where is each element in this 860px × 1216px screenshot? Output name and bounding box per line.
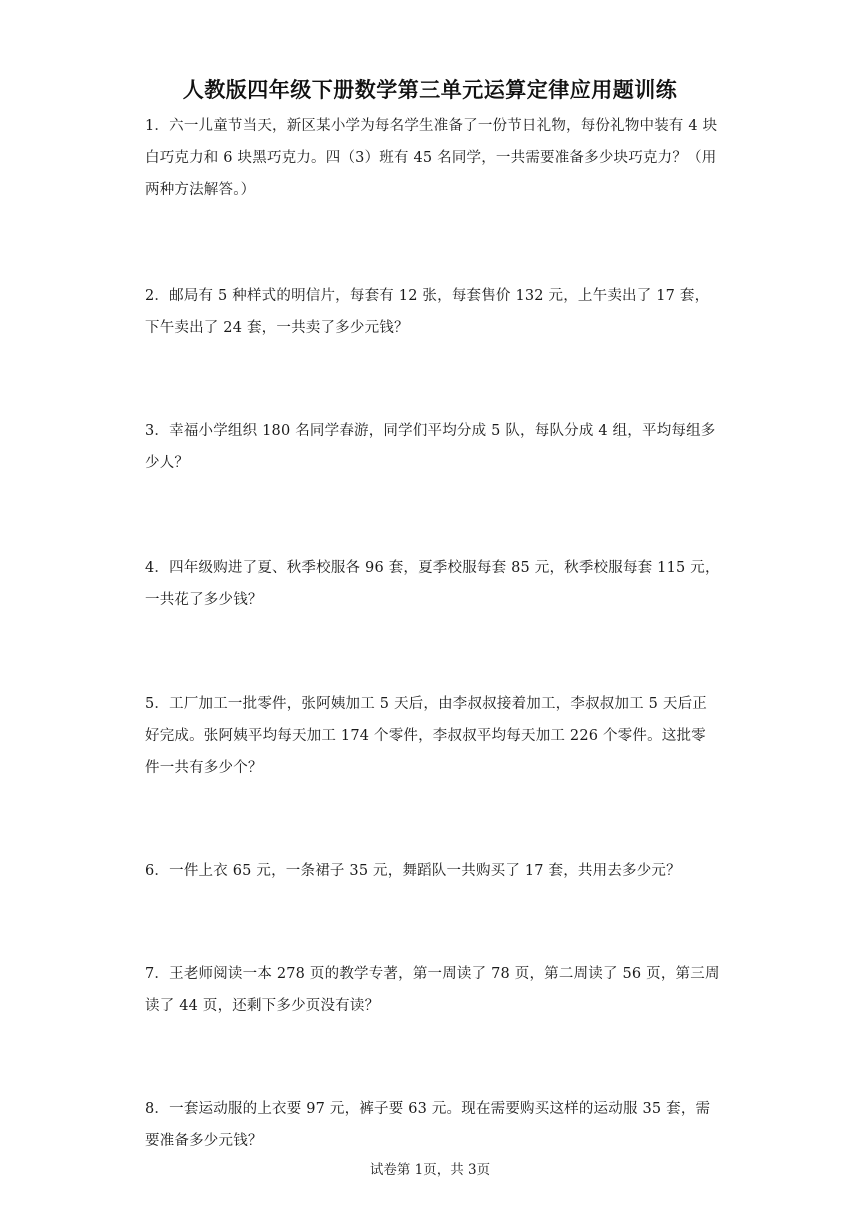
page-footer: 试卷第 1页，共 3页 [369, 1162, 491, 1178]
page-title: 人教版四年级下册数学第三单元运算定律应用题训练 [182, 78, 678, 102]
question-1: 1．六一儿童节当天，新区某小学为每名学生准备了一份节日礼物，每份礼物中装有 4 块白巧克力和 6 块黑巧克力。四（3）班有 45 名同学，一共需要准备多少块巧克力？（用两种方法解答。） [145, 118, 718, 198]
question-4: 4．四年级购进了夏、秋季校服各 96 套，夏季校服每套 85 元，秋季校服每套 115 元，一共花了多少钱？ [145, 560, 720, 608]
question-2: 2．邮局有 5 种样式的明信片，每套有 12 张，每套售价 132 元，上午卖出了 17 套，下午卖出了 24 套，一共卖了多少元钱？ [145, 288, 710, 336]
question-7: 7．王老师阅读一本 278 页的教学专著，第一周读了 78 页，第二周读了 56 页，第三周读了 44 页，还剩下多少页没有读？ [145, 966, 720, 1014]
question-5: 5．工厂加工一批零件，张阿姨加工 5 天后，由李叔叔接着加工，李叔叔加工 5 天后正好完成。张阿姨平均每天加工 174 个零件，李叔叔平均每天加工 226 个零件。这批零件一共有多少个？ [145, 696, 708, 776]
question-3: 3．幸福小学组织 180 名同学春游，同学们平均分成 5 队，每队分成 4 组，平均每组多少人？ [145, 423, 716, 471]
question-6: 6．一件上衣 65 元，一条裙子 35 元，舞蹈队一共购买了 17 套，共用去多少元？ [145, 863, 681, 879]
question-8: 8．一套运动服的上衣要 97 元，裤子要 63 元。现在需要购买这样的运动服 35 套，需要准备多少元钱？ [145, 1101, 711, 1149]
